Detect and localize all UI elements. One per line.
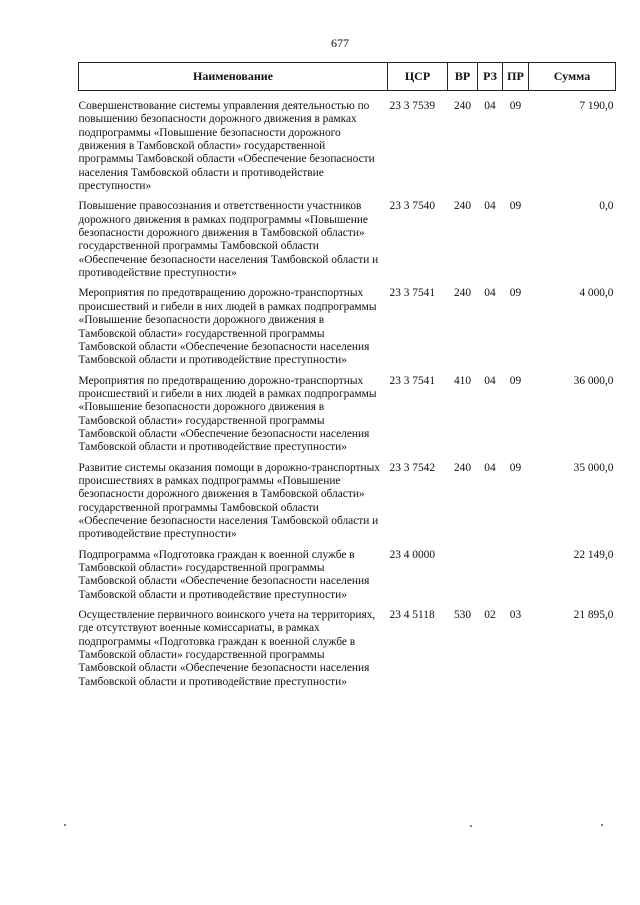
table-row bbox=[79, 287, 616, 374]
header-name: Наименование bbox=[79, 63, 388, 91]
row-csr: 23 3 7541 bbox=[389, 374, 436, 387]
row-sum: 7 190,0 bbox=[579, 100, 614, 112]
scan-speck bbox=[470, 825, 472, 827]
row-vr bbox=[448, 549, 478, 609]
header-sum: Сумма bbox=[529, 63, 616, 91]
header-csr: ЦСР bbox=[388, 63, 448, 91]
row-pr bbox=[503, 549, 529, 609]
row-pr: 09 bbox=[509, 287, 522, 300]
row-vr: 240 bbox=[453, 200, 472, 213]
row-sum: 4 000,0 bbox=[579, 287, 614, 300]
header-pr: ПР bbox=[503, 63, 529, 91]
budget-table bbox=[78, 62, 616, 696]
table-row bbox=[79, 375, 616, 462]
row-sum: 21 895,0 bbox=[573, 609, 614, 622]
table-row bbox=[79, 91, 616, 201]
row-vr: 530 bbox=[453, 609, 472, 622]
row-name: Мероприятия по предотвращению дорожно-транспортных происшествий и гибели в них людей в рамках подпрограммы «Повышение безопасности дорожного движения в Тамбовской области» государственной программы Тамбовской области «Обеспечение безопасности населения Тамбовской области и противодействие преступности» bbox=[78, 374, 377, 454]
row-name: Осуществление первичного воинского учета на территориях, где отсутствуют военные комиссариаты, в рамках подпрограммы «Подготовка граждан к военной службе в Тамбовской области» государственной программы Тамбовской области «Обеспечение безопасности населения Тамбовской области и противодействие преступности» bbox=[78, 609, 376, 688]
page-number: 677 bbox=[331, 36, 349, 50]
row-sum: 36 000,0 bbox=[573, 374, 614, 387]
row-csr: 23 3 7542 bbox=[389, 461, 436, 474]
row-vr: 410 bbox=[453, 374, 472, 387]
row-vr: 240 bbox=[453, 461, 472, 474]
row-name: Мероприятия по предотвращению дорожно-транспортных происшествий и гибели в них людей в рамках подпрограммы «Повышение безопасности дорожного движения в Тамбовской области» государственной программы Тамбовской области «Обеспечение безопасности населения Тамбовской области и противодействие преступности» bbox=[78, 287, 377, 367]
table-row bbox=[79, 462, 616, 549]
header-rz: РЗ bbox=[478, 63, 503, 91]
row-rz: 04 bbox=[484, 287, 496, 300]
row-rz: 04 bbox=[484, 200, 496, 213]
row-csr: 23 3 7541 bbox=[389, 287, 436, 300]
row-pr: 09 bbox=[509, 100, 522, 112]
scan-speck bbox=[64, 824, 66, 826]
row-csr: 23 3 7540 bbox=[389, 200, 436, 213]
row-sum: 22 149,0 bbox=[573, 548, 614, 561]
row-pr: 09 bbox=[509, 461, 522, 474]
row-vr: 240 bbox=[453, 100, 472, 112]
row-rz: 04 bbox=[484, 374, 496, 387]
row-sum: 0,0 bbox=[599, 200, 614, 213]
header-vr: ВР bbox=[448, 63, 478, 91]
row-pr: 03 bbox=[509, 609, 522, 622]
row-csr: 23 3 7539 bbox=[389, 100, 436, 112]
row-pr: 09 bbox=[509, 200, 522, 213]
row-name: Развитие системы оказания помощи в дорожно-транспортных происшествиях в рамках подпрограммы «Повышение безопасности дорожного движения в Тамбовской области» государственной программы Тамбовской области «Обеспечение безопасности населения Тамбовской области и противодействие преступности» bbox=[78, 461, 380, 541]
row-name: Совершенствование системы управления деятельностью по повышению безопасности дорожного движения в рамках подпрограммы «Повышение безопасности дорожного движения в Тамбовской области» государственной программы Тамбовской области «Обеспечение безопасности населения Тамбовской области и противодействие преступности» bbox=[78, 100, 375, 193]
row-name: Подпрограмма «Подготовка граждан к военной службе в Тамбовской области» государственной программы Тамбовской области «Обеспечение безопасности населения Тамбовской области и противодействие преступности» bbox=[78, 548, 370, 601]
row-name: Повышение правосознания и ответственности участников дорожного движения в рамках подпрограммы «Повышение безопасности дорожного движения в Тамбовской области» государственной программы Тамбовской области «Обеспечение безопасности населения Тамбовской области и противодействие преступности» bbox=[78, 200, 379, 280]
row-sum: 35 000,0 bbox=[573, 461, 614, 474]
row-rz: 04 bbox=[484, 461, 496, 474]
scan-speck bbox=[601, 824, 603, 826]
row-rz: 04 bbox=[484, 100, 496, 112]
table-header-row bbox=[79, 63, 616, 91]
table-row bbox=[79, 200, 616, 287]
table-row bbox=[79, 549, 616, 609]
row-csr: 23 4 0000 bbox=[389, 548, 436, 561]
table-row bbox=[79, 609, 616, 696]
row-rz: 02 bbox=[484, 609, 496, 622]
row-csr: 23 4 5118 bbox=[389, 609, 435, 622]
row-vr: 240 bbox=[453, 287, 472, 300]
row-pr: 09 bbox=[509, 374, 522, 387]
row-rz bbox=[478, 549, 503, 609]
